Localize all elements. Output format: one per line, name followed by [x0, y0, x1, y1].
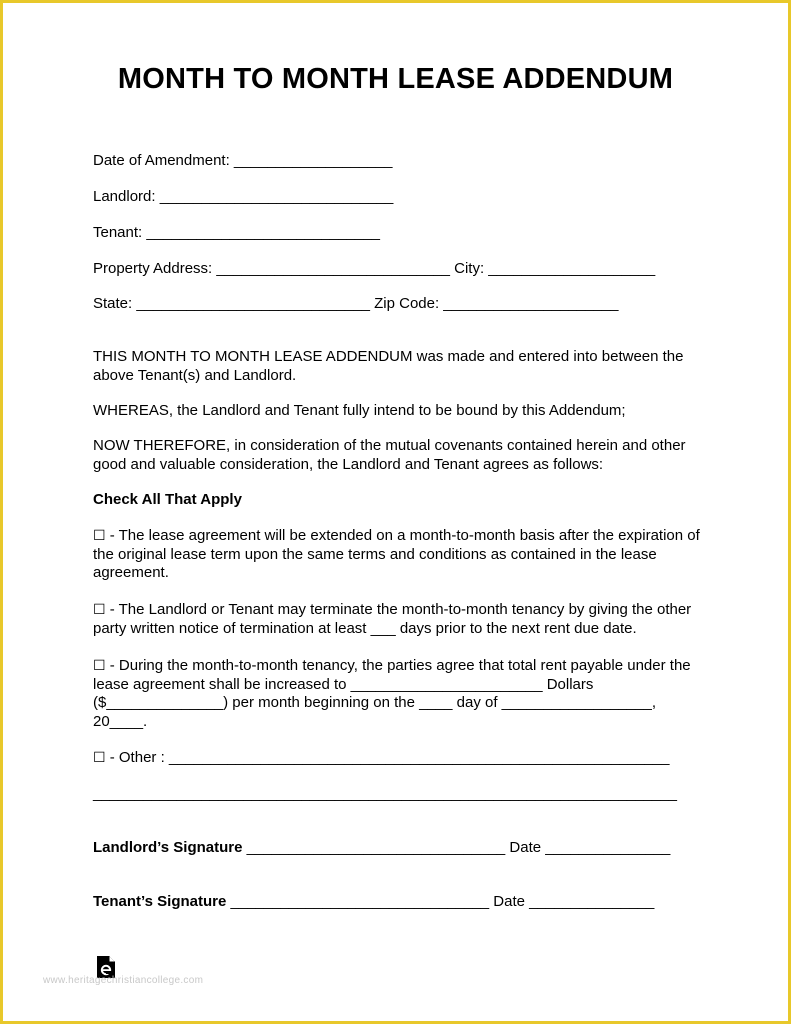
tenant-field[interactable]: Tenant: ____________________________	[93, 224, 380, 241]
check-all-heading: Check All That Apply	[93, 491, 242, 508]
option-rent-increase-text: - During the month-to-month tenancy, the parties agree that total rent payable under the lease agreement shall be increased to _______________________ Dollars ($______________) per month beginning on the ____ day of __________________, 20____.	[93, 657, 691, 730]
date-of-amendment-field[interactable]: Date of Amendment: ___________________	[93, 152, 393, 169]
option-other	[93, 749, 669, 768]
option-extend	[93, 527, 705, 583]
option-terminate-text: - The Landlord or Tenant may terminate the month-to-month tenancy by giving the other party written notice of termination at least ___ days prior to the next rent due date.	[93, 601, 692, 637]
landlord-signature-line[interactable]: _______________________________ Date _______________	[242, 839, 671, 856]
tenant-signature-label: Tenant’s Signature	[93, 893, 227, 910]
checkbox-icon[interactable]: ☐	[93, 750, 106, 766]
intro-paragraph: THIS MONTH TO MONTH LEASE ADDENDUM was made and entered into between the above Tenant(s) and Landlord.	[93, 348, 684, 384]
watermark-text: www.heritagechristiancollege.com	[43, 975, 204, 986]
option-other-text[interactable]: - Other : ____________________________________________________________	[105, 749, 670, 766]
whereas-paragraph: WHEREAS, the Landlord and Tenant fully intend to be bound by this Addendum;	[93, 402, 626, 419]
landlord-signature-row	[93, 839, 670, 858]
option-rent-increase	[93, 657, 699, 731]
option-terminate	[93, 601, 705, 638]
checkbox-icon[interactable]: ☐	[93, 528, 106, 544]
state-zip-field[interactable]: State: ____________________________ Zip Code: _____________________	[93, 295, 619, 312]
landlord-signature-label: Landlord’s Signature	[93, 839, 243, 856]
tenant-signature-line[interactable]: _______________________________ Date _______________	[226, 893, 655, 910]
option-extend-text: - The lease agreement will be extended on a month-to-month basis after the expiration of the original lease term upon the same terms and conditions as contained in the lease agreement.	[93, 527, 700, 581]
tenant-signature-row	[93, 893, 654, 912]
checkbox-icon[interactable]: ☐	[93, 602, 106, 618]
document-title: MONTH TO MONTH LEASE ADDENDUM	[117, 63, 674, 95]
landlord-field[interactable]: Landlord: ____________________________	[93, 188, 394, 205]
option-other-line2[interactable]: ______________________________________________________________________	[93, 785, 677, 802]
checkbox-icon[interactable]: ☐	[93, 658, 106, 674]
now-therefore-paragraph: NOW THEREFORE, in consideration of the mutual covenants contained herein and other good and valuable consideration, the Landlord and Tenant agrees as follows:	[93, 437, 686, 473]
property-address-city-field[interactable]: Property Address: ____________________________ City: ____________________	[93, 260, 656, 277]
